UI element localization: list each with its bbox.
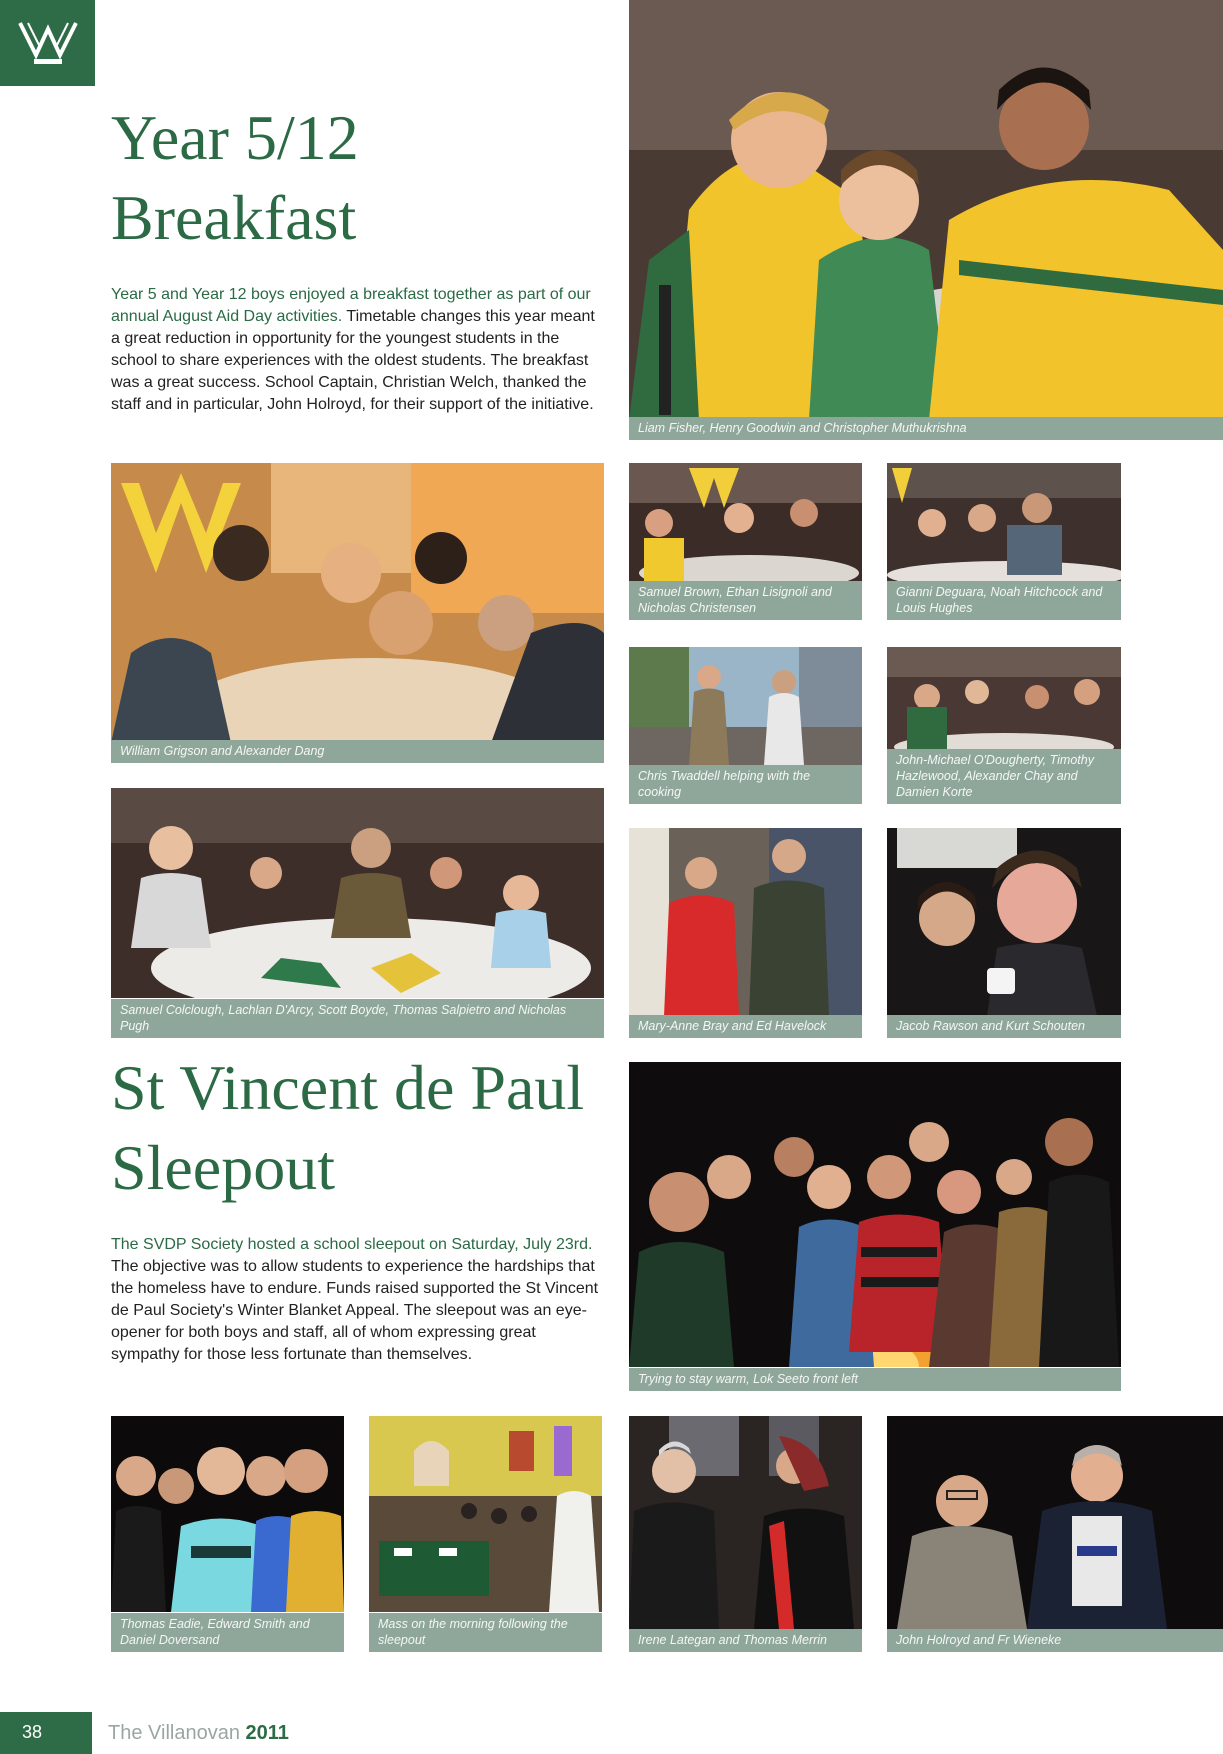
photo-image	[887, 1416, 1223, 1629]
photo-image	[629, 463, 862, 581]
breakfast-intro-paragraph	[111, 284, 605, 416]
photo-gianni-deguara	[887, 463, 1121, 620]
publication-title	[108, 1722, 289, 1745]
photo-caption: Mass on the morning following the sleepout	[369, 1613, 602, 1652]
title-line-1: Year 5/12	[111, 102, 359, 173]
photo-caption: Irene Lategan and Thomas Merrin	[629, 1629, 862, 1652]
sleepout-lead-text: The SVDP Society hosted a school sleepout on Saturday, July 23rd.	[111, 1236, 593, 1253]
sleepout-intro-paragraph	[111, 1234, 605, 1366]
photo-thomas-eadie	[111, 1416, 344, 1652]
photo-image	[111, 788, 604, 998]
publication-year: 2011	[245, 1722, 289, 1744]
photo-trying-to-stay-warm	[629, 1062, 1121, 1391]
sleepout-body-text: The objective was to allow students to experience the hardships that the homeless have to endure. Funds raised supported the St Vincent de Paul Society's Winter Blanket Appeal. The sleepout was an eye-opener for both boys and staff, all of whom expressing great sympathy for those less fortunate than themselves.	[111, 1258, 599, 1363]
photo-mass-morning	[369, 1416, 602, 1652]
breakfast-lead-text: Year 5 and Year 12 boys enjoyed a breakfast together as part of our annual August Aid Day activities.	[111, 286, 591, 325]
photo-irene-lategan	[629, 1416, 862, 1652]
breakfast-body-text: Timetable changes this year meant a great reduction in opportunity for the youngest students in the school to share experiences with the oldest students. The breakfast was a great success. School Captain, Christian Welch, thanked the staff and in particular, John Holroyd, for their support of the initiative.	[111, 308, 595, 413]
page-number: 38	[22, 1722, 43, 1742]
photo-john-holroyd	[887, 1416, 1223, 1652]
photo-caption: Liam Fisher, Henry Goodwin and Christopher Muthukrishna	[629, 417, 1223, 440]
photo-image	[629, 1416, 862, 1629]
photo-image	[111, 1416, 344, 1612]
photo-caption: Thomas Eadie, Edward Smith and Daniel Doversand	[111, 1613, 344, 1652]
photo-caption: William Grigson and Alexander Dang	[111, 740, 604, 763]
page-number-box	[0, 1712, 92, 1754]
photo-image	[629, 828, 862, 1016]
photo-jacob-rawson	[887, 828, 1121, 1038]
title-line-2: Sleepout	[111, 1132, 335, 1203]
photo-image	[111, 463, 604, 743]
photo-image	[887, 463, 1121, 581]
photo-william-grigson	[111, 463, 604, 763]
photo-image	[887, 647, 1121, 751]
school-logo	[0, 0, 95, 86]
photo-mary-anne-bray	[629, 828, 862, 1038]
photo-caption: Jacob Rawson and Kurt Schouten	[887, 1015, 1121, 1038]
photo-caption: Chris Twaddell helping with the cooking	[629, 765, 862, 804]
photo-samuel-brown	[629, 463, 862, 620]
photo-caption: Gianni Deguara, Noah Hitchcock and Louis Hughes	[887, 581, 1121, 620]
photo-caption: John-Michael O'Dougherty, Timothy Hazlewood, Alexander Chay and Damien Korte	[887, 749, 1121, 804]
title-line-1: St Vincent de Paul	[111, 1052, 585, 1123]
photo-samuel-colclough	[111, 788, 604, 1038]
publication-name: The Villanovan	[108, 1722, 246, 1744]
photo-john-michael	[887, 647, 1121, 804]
page-title-sleepout	[111, 1048, 631, 1208]
photo-caption: Mary-Anne Bray and Ed Havelock	[629, 1015, 862, 1038]
school-crest-icon	[14, 15, 82, 71]
photo-chris-twaddell	[629, 647, 862, 804]
photo-image	[887, 828, 1121, 1016]
photo-image	[629, 1062, 1121, 1367]
photo-caption: Samuel Brown, Ethan Lisignoli and Nicholas Christensen	[629, 581, 862, 620]
photo-image	[369, 1416, 602, 1612]
photo-caption: John Holroyd and Fr Wieneke	[887, 1629, 1223, 1652]
photo-image	[629, 0, 1223, 420]
photo-liam-fisher	[629, 0, 1223, 440]
photo-caption: Samuel Colclough, Lachlan D'Arcy, Scott Boyde, Thomas Salpietro and Nicholas Pugh	[111, 999, 604, 1038]
title-line-2: Breakfast	[111, 182, 357, 253]
page-title-breakfast	[111, 98, 631, 258]
photo-caption: Trying to stay warm, Lok Seeto front left	[629, 1368, 1121, 1391]
photo-image	[629, 647, 862, 765]
